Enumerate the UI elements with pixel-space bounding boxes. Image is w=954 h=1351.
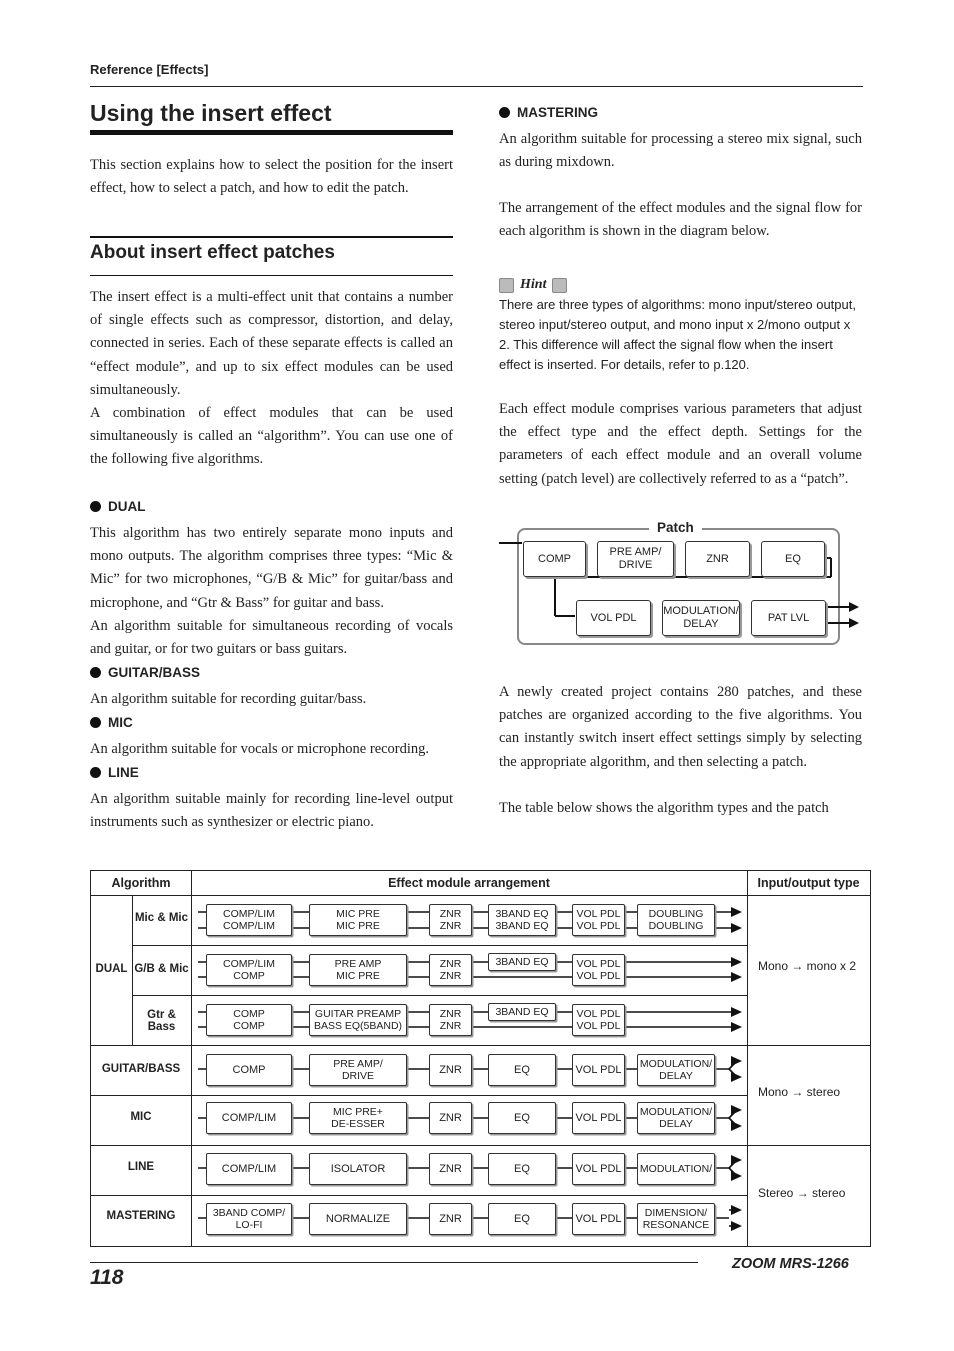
module-label: 3BAND EQ [495, 908, 549, 920]
bullet-mic [90, 715, 133, 730]
header-io-type: Input/output type [757, 876, 860, 890]
module-label: DOUBLING [648, 920, 704, 932]
module-vol-pdl-pair [572, 904, 625, 936]
module-comp-lim: COMP/LIM [206, 1153, 292, 1185]
module-label: VOL PDL [576, 908, 621, 920]
module-label: COMP/LIM [223, 920, 275, 932]
module-label: PRE AMP [334, 958, 382, 970]
module-preamp-drive: PRE AMP/ DRIVE [309, 1054, 407, 1086]
header-rule [90, 86, 863, 87]
section-label: Reference [Effects] [90, 62, 209, 77]
module-eq: EQ [488, 1054, 556, 1086]
project-paragraph: A newly created project contains 280 patches, and these patches are organized according to the five algorithms. You can instantly switch insert effect settings simply by selecting the appropriate algorithm, and then selecting a patch. [499, 684, 862, 770]
module-vol-pdl-pair [572, 954, 625, 986]
hint-heading [499, 276, 567, 294]
module-paragraph: Each effect module comprises various parameters that adjust the effect type and the effect depth. Settings for the parameters of each effect module and an overall volume setting (patch level) are collectively referred to as a “patch”. [499, 401, 862, 487]
row-label-mic: MIC [130, 1111, 152, 1123]
paragraph-algorithm: A combination of effect modules that can be used simultaneously is called an “algorithm”. You can use one of the following five algorithms. [90, 405, 453, 468]
line-description: An algorithm suitable mainly for recording line-level output instruments such as synthesizer or electric piano. [90, 791, 453, 831]
module-label: ZNR [439, 1008, 462, 1020]
table-intro-paragraph: The table below shows the algorithm types and the patch [499, 800, 829, 816]
module-modulation: MODULATION/ [637, 1153, 715, 1185]
row-label-line: LINE [127, 1161, 155, 1173]
bullet-label: GUITAR/BASS [108, 665, 201, 680]
mastering-description: An algorithm suitable for processing a stereo mix signal, such as during mixdown. [499, 131, 862, 171]
dual-description: This algorithm has two entirely separate mono inputs and mono outputs. The algorithm comprises three types: “Mic & Mic” for two microphones, “G/B & Mic” for guitar/bass and microphone, and “Gtr & Bass” for guitar and bass. An algorithm suitable for simultaneous recording of vocals and guitar, or for two guitars or bass guitars. [90, 525, 453, 658]
module-isolator: ISOLATOR [309, 1153, 407, 1185]
module-comp-pair [206, 954, 292, 986]
module-doubling-pair [637, 904, 715, 936]
module-label: VOL PDL [576, 1020, 621, 1032]
module-label: VOL PDL [576, 958, 621, 970]
module-comp-lim-pair [206, 904, 292, 936]
module-eq: EQ [488, 1102, 556, 1134]
subheading-rule-top [90, 236, 453, 238]
page-title: Using the insert effect [90, 100, 453, 135]
module-label: VOL PDL [576, 1008, 621, 1020]
io-type-mono-stereo: Mono → stereo [758, 1085, 841, 1099]
module-mic-pre-pair [309, 904, 407, 936]
patch-label: Patch [649, 520, 702, 535]
module-label: COMP [233, 1020, 265, 1032]
module-vol-pdl: VOL PDL [572, 1054, 625, 1086]
page-number: 118 [90, 1266, 124, 1289]
row-label-mastering: MASTERING [106, 1210, 176, 1222]
bullet-dot-icon [90, 667, 101, 678]
bullet-label: LINE [108, 765, 139, 780]
hint-box-icon [499, 278, 514, 293]
module-label: COMP/LIM [223, 908, 275, 920]
hint-text: There are three types of algorithms: mono input/stereo output, stereo input/stereo output, and mono input x 2/mono output x 2. This difference will affect the signal flow when the insert effect is inserted. For details, refer to p.120. [499, 297, 856, 372]
bullet-mastering [499, 105, 598, 120]
header-arrangement: Effect module arrangement [388, 876, 550, 890]
row-label-guitar-bass: GUITAR/BASS [101, 1063, 181, 1075]
bullet-dot-icon [90, 501, 101, 512]
module-vol-pdl: VOL PDL [572, 1102, 625, 1134]
module-eq: EQ [488, 1203, 556, 1235]
module-vol-pdl-pair [572, 1004, 625, 1036]
bullet-dot-icon [499, 107, 510, 118]
module-znr-pair [429, 954, 472, 986]
diagram-module-modulation: MODULATION/ DELAY [662, 600, 740, 636]
diagram-module-preamp: PRE AMP/ DRIVE [597, 541, 674, 577]
table-divider [747, 871, 748, 1246]
module-3band-eq: 3BAND EQ [488, 953, 556, 971]
module-mic-pre-deesser: MIC PRE+ DE-ESSER [309, 1102, 407, 1134]
module-label: ZNR [439, 908, 462, 920]
row-label-mic-mic: Mic & Mic [134, 912, 189, 924]
module-3band-eq-pair [488, 904, 556, 936]
module-vol-pdl: VOL PDL [572, 1203, 625, 1235]
module-label: ZNR [439, 1020, 462, 1032]
diagram-module-comp: COMP [523, 541, 586, 577]
mic-description: An algorithm suitable for vocals or microphone recording. [90, 741, 430, 757]
bullet-line [90, 765, 139, 780]
module-label: VOL PDL [576, 970, 621, 982]
module-label: COMP [233, 1008, 265, 1020]
module-vol-pdl: VOL PDL [572, 1153, 625, 1185]
patch-diagram [499, 515, 869, 650]
bullet-dual [90, 499, 146, 514]
module-comp-lim: COMP/LIM [206, 1102, 292, 1134]
io-type-stereo-stereo: Stereo → stereo [758, 1186, 846, 1200]
footer-rule [90, 1262, 698, 1263]
module-label: MIC PRE [336, 970, 380, 982]
diagram-module-patlvl: PAT LVL [751, 600, 826, 636]
intro-paragraph: This section explains how to select the position for the insert effect, how to select a patch, and how to edit the patch. [90, 157, 453, 197]
module-znr: ZNR [429, 1153, 472, 1185]
module-label: VOL PDL [576, 920, 621, 932]
bullet-guitar-bass [90, 665, 200, 680]
diagram-module-volpdl: VOL PDL [576, 600, 651, 636]
row-label-gb-mic: G/B & Mic [134, 963, 189, 975]
module-znr: ZNR [429, 1054, 472, 1086]
module-label: ZNR [439, 970, 462, 982]
row-label-gtr-bass: Gtr & Bass [147, 1009, 176, 1033]
row-label-dual: DUAL [95, 963, 128, 975]
guitar-bass-description: An algorithm suitable for recording guitar/bass. [90, 691, 367, 707]
diagram-module-eq: EQ [761, 541, 825, 577]
algorithm-table [90, 870, 871, 1247]
bullet-dot-icon [90, 717, 101, 728]
module-comp: COMP [206, 1054, 292, 1086]
hint-box-icon [552, 278, 567, 293]
module-guitar-preamp-pair [309, 1004, 407, 1036]
module-label: MIC PRE [336, 908, 380, 920]
bullet-label: MASTERING [517, 105, 598, 120]
bullet-dot-icon [90, 767, 101, 778]
module-label: GUITAR PREAMP [314, 1008, 402, 1020]
module-znr-pair [429, 1004, 472, 1036]
module-comp-pair [206, 1004, 292, 1036]
arrangement-paragraph: The arrangement of the effect modules and the signal flow for each algorithm is shown in the diagram below. [499, 200, 862, 240]
product-name: ZOOM MRS-1266 [732, 1256, 849, 1272]
module-label: COMP/LIM [223, 958, 275, 970]
module-modulation-delay: MODULATION/ DELAY [637, 1102, 715, 1134]
module-label: DOUBLING [648, 908, 704, 920]
diagram-module-znr: ZNR [685, 541, 750, 577]
module-3band-comp-lofi: 3BAND COMP/ LO-FI [206, 1203, 292, 1235]
subheading: About insert effect patches [90, 242, 335, 263]
module-label: MIC PRE [336, 920, 380, 932]
module-label: ZNR [439, 958, 462, 970]
module-modulation-delay: MODULATION/ DELAY [637, 1054, 715, 1086]
module-label: 3BAND EQ [495, 920, 549, 932]
module-znr-pair [429, 904, 472, 936]
module-label: COMP [233, 970, 265, 982]
io-type-dual: Mono → mono x 2 [758, 959, 857, 973]
module-preamp-pair [309, 954, 407, 986]
module-dimension-resonance: DIMENSION/ RESONANCE [637, 1203, 715, 1235]
module-label: ZNR [439, 920, 462, 932]
module-znr: ZNR [429, 1203, 472, 1235]
hint-label: Hint [520, 277, 547, 293]
bullet-label: MIC [108, 715, 133, 730]
module-normalize: NORMALIZE [309, 1203, 407, 1235]
module-label: BASS EQ(5BAND) [313, 1020, 403, 1032]
module-eq: EQ [488, 1153, 556, 1185]
module-znr: ZNR [429, 1102, 472, 1134]
bullet-label: DUAL [108, 499, 146, 514]
module-3band-eq: 3BAND EQ [488, 1003, 556, 1021]
header-algorithm: Algorithm [111, 876, 171, 890]
paragraph-effect-module: The insert effect is a multi-effect unit that contains a number of single effects such as compressor, distortion, and delay, connected in series. Each of these separate effects is called an “effect module”, and up to six effect modules can be used simultaneously. [90, 289, 453, 398]
subheading-rule-bottom [90, 275, 453, 276]
